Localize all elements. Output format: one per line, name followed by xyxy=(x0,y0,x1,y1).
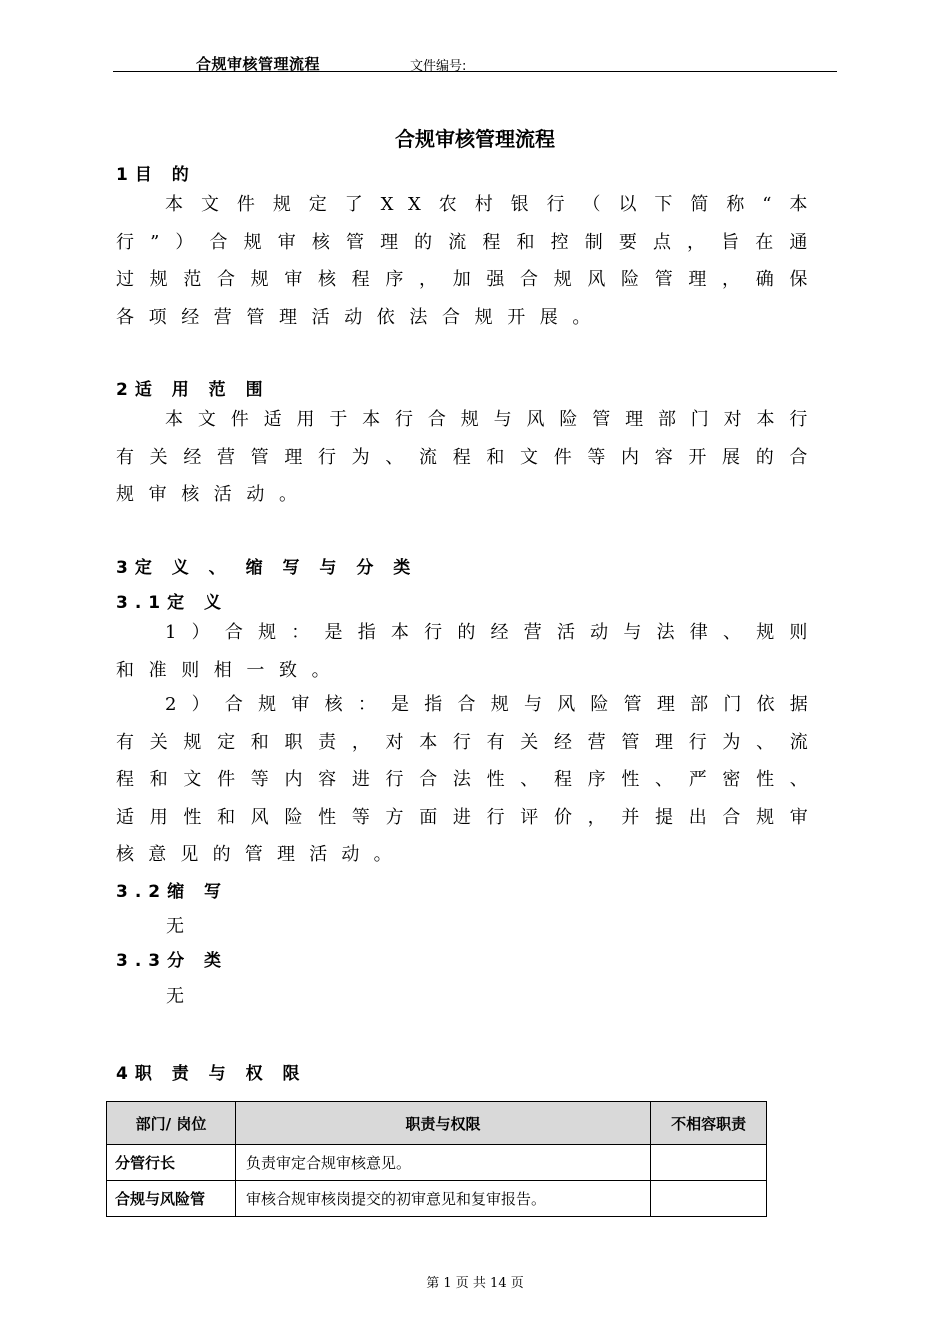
section-3-2-heading: 3.2缩 写 xyxy=(116,882,229,902)
header-rule xyxy=(113,71,837,72)
table-cell-dept: 分管行长 xyxy=(107,1145,236,1181)
header-doc-number-label: 文件编号: xyxy=(410,59,467,74)
table-cell-dept: 合规与风险管 xyxy=(107,1181,236,1217)
section-3-3-text: 无 xyxy=(166,986,184,1007)
column-header-duty: 职责与权限 xyxy=(235,1102,650,1145)
table-cell-incompatible xyxy=(651,1145,767,1181)
column-header-dept: 部门/ 岗位 xyxy=(107,1102,236,1145)
definition-item-1: 1）合规：是指本行的经营活动与法律、规则和准则相一致。 xyxy=(116,622,822,681)
table-header-row xyxy=(107,1102,767,1145)
definition-item-2: 2）合规审核：是指合规与风险管理部门依据有关规定和职责，对本行有关经营管理行为、流程和文件等内容进行合法性、程序性、严密性、适用性和风险性等方面进行评价，并提出合规审核意见的管理活动。 xyxy=(116,694,822,865)
table-cell-duty: 审核合规审核岗提交的初审意见和复审报告。 xyxy=(235,1181,650,1217)
table-cell-incompatible xyxy=(651,1181,767,1217)
column-header-incompatible: 不相容职责 xyxy=(651,1102,767,1145)
header-title: 合规审核管理流程 xyxy=(196,55,321,73)
section-1-text: 本文件规定了XX农村银行（以下简称“本行”）合规审核管理的流程和控制要点，旨在通过规范合规审核程序，加强合规风险管理，确保各项经营管理活动依法合规开展。 xyxy=(116,194,822,328)
section-3-heading: 3定 义 、 缩 写 与 分 类 xyxy=(116,558,418,578)
section-1-heading: 1目 的 xyxy=(116,165,196,185)
section-2-text: 本文件适用于本行合规与风险管理部门对本行有关经营管理行为、流程和文件等内容开展的合规审核活动。 xyxy=(116,409,822,505)
table-row xyxy=(107,1181,767,1217)
page-footer: 第 1 页 共 14 页 xyxy=(426,1276,524,1291)
section-3-3-heading: 3.3分 类 xyxy=(116,951,229,971)
responsibility-table xyxy=(106,1101,767,1217)
section-3-1-heading: 3.1定 义 xyxy=(116,593,229,613)
section-3-2-text: 无 xyxy=(166,916,184,937)
table-row xyxy=(107,1145,767,1181)
section-2-heading: 2适 用 范 围 xyxy=(116,380,270,400)
table-cell-duty: 负责审定合规审核意见。 xyxy=(235,1145,650,1181)
section-4-heading: 4职 责 与 权 限 xyxy=(116,1064,307,1084)
document-title: 合规审核管理流程 xyxy=(395,127,555,151)
